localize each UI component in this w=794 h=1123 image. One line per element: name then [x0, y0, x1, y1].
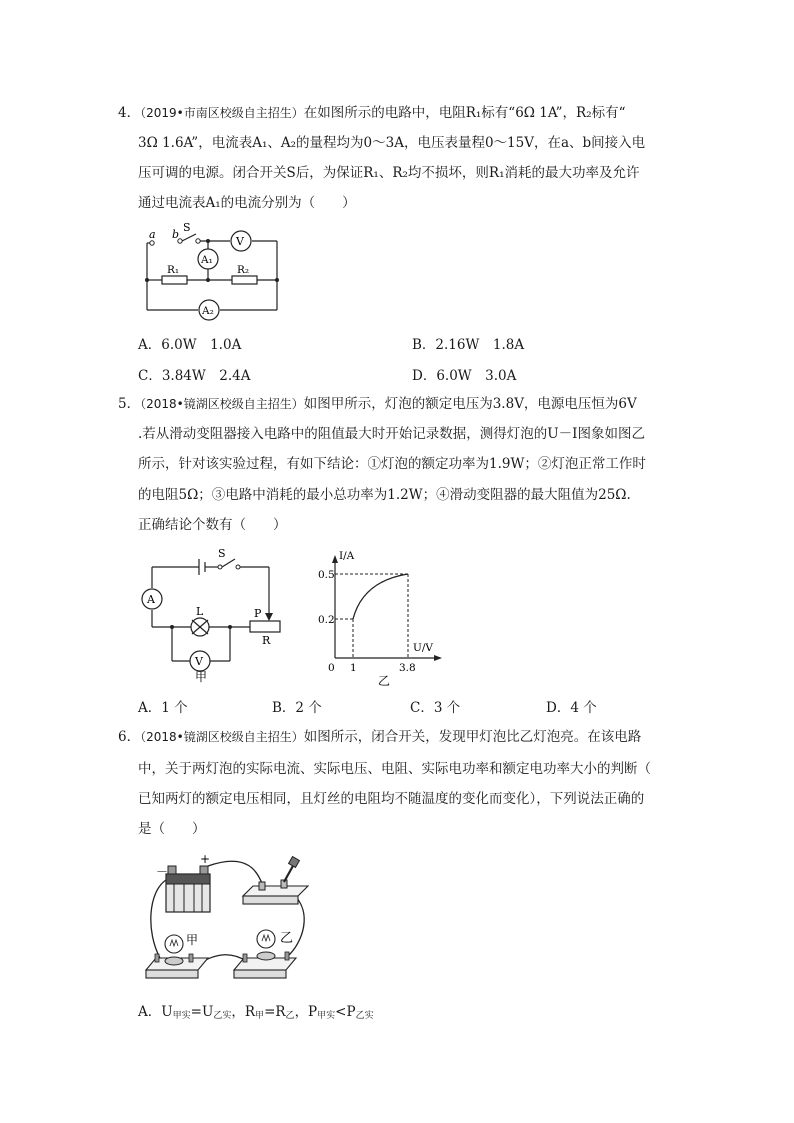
q4-line-1	[118, 104, 626, 122]
q6-a-part: ，R	[231, 1004, 256, 1020]
q5-label-a: A	[147, 593, 155, 606]
q6-stem-4: 是（ ）	[138, 821, 206, 837]
q5-label-r: R	[262, 634, 271, 647]
bulb-jia-icon	[146, 935, 208, 978]
battery-icon	[166, 866, 210, 912]
q6-a-part: A．U	[138, 1004, 173, 1020]
q4-label-b: b	[172, 228, 180, 241]
q6-minus: －	[156, 865, 169, 879]
q6-a-sub: 乙	[285, 1011, 295, 1021]
q5-line-1	[118, 395, 637, 413]
q5-circuit-jia	[138, 545, 288, 685]
q6-a-part: <P	[335, 1004, 356, 1020]
q6-plus: +	[200, 852, 211, 866]
q5-label-s: S	[218, 547, 226, 560]
q4-source: （2019•市南区校级自主招生）	[140, 106, 304, 120]
q6-label-jia: 甲	[186, 933, 199, 947]
q6-a-part: =U	[190, 1004, 214, 1020]
q4-label-r2: R₂	[237, 264, 250, 276]
q4-label-s: S	[183, 221, 191, 234]
q4-stem-2: 3Ω 1.6A”，电流表A₁、A₂的量程均为0～3A，电压表量程0～15V，在a、b间接入电	[138, 135, 646, 151]
q4-label-a2: A₂	[202, 305, 214, 317]
q5-graph-yi	[318, 545, 448, 687]
q5-ylabel: I/A	[339, 550, 355, 562]
q4-option-c[interactable]: C．3.84W 2.4A	[138, 368, 251, 384]
q5-stem-5: 正确结论个数有（ ）	[138, 517, 287, 533]
q6-a-sub: 甲实	[317, 1011, 336, 1021]
q4-label-a: a	[149, 228, 156, 241]
q6-a-part: =R	[264, 1004, 286, 1020]
q5-ytick-hi: 0.5	[318, 569, 335, 581]
q6-a-sub: 乙实	[355, 1011, 374, 1021]
knife-switch-icon	[243, 857, 308, 904]
q6-stem-1: 如图所示，闭合开关，发现甲灯泡比乙灯泡亮。在该电路	[303, 729, 642, 745]
q5-option-d[interactable]: D．4 个	[546, 700, 597, 716]
q4-option-b[interactable]: B．2.16W 1.8A	[412, 337, 525, 353]
q4-option-d[interactable]: D．6.0W 3.0A	[412, 368, 517, 384]
q6-label-yi: 乙	[280, 931, 294, 946]
q6-a-part: ，P	[294, 1004, 318, 1020]
q5-stem-4: 的电阻5Ω；③电路中消耗的最小总功率为1.2W；④滑动变阻器的最大阻值为25Ω.	[138, 487, 631, 503]
q5-option-a[interactable]: A．1 个	[138, 700, 188, 716]
q5-label-v: V	[195, 655, 203, 668]
q5-source: （2018•镜湖区校级自主招生）	[140, 397, 304, 411]
q4-stem-3: 压可调的电源。闭合开关S后，为保证R₁、R₂均不损坏，则R₁消耗的最大功率及允许	[138, 165, 640, 181]
q5-ytick-lo: 0.2	[318, 614, 335, 626]
q4-label-a1: A₁	[201, 254, 213, 266]
q5-stem-1: 如图甲所示，灯泡的额定电压为3.8V，电源电压恒为6V	[303, 396, 637, 412]
q4-stem-4: 通过电流表A₁的电流分别为（ ）	[138, 195, 356, 211]
q6-stem-3: 已知两灯的额定电压相同，且灯丝的电阻均不随温度的变化而变化），下列说法正确的	[138, 791, 645, 807]
q5-option-c[interactable]: C．3 个	[410, 700, 461, 716]
q5-stem-2: .若从滑动变阻器接入电路中的阻值最大时开始记录数据，测得灯泡的U－I图象如图乙	[138, 426, 646, 442]
q6-option-a[interactable]	[138, 1000, 374, 1021]
q5-label-p: P	[254, 607, 262, 620]
q5-caption-jia: 甲	[195, 670, 208, 684]
q6-a-sub: 甲	[255, 1011, 265, 1021]
q4-label-v: V	[236, 235, 244, 248]
q6-circuit-photo-figure	[138, 852, 318, 984]
q5-xlabel: U/V	[413, 642, 433, 654]
q5-caption-yi: 乙	[378, 674, 391, 688]
q6-a-sub: 乙实	[213, 1011, 232, 1021]
q4-label-r1: R₁	[167, 264, 180, 276]
q5-number: 5．	[118, 396, 141, 412]
q4-number: 4．	[118, 105, 141, 121]
q4-circuit-figure	[138, 222, 288, 322]
q5-label-l: L	[196, 605, 204, 618]
q4-stem-1: 在如图所示的电路中，电阻R₁标有“6Ω 1A”，R₂标有“	[303, 105, 626, 121]
q5-stem-3: 所示，针对该实验过程，有如下结论：①灯泡的额定功率为1.9W；②灯泡正常工作时	[138, 456, 646, 472]
q5-option-b[interactable]: B．2 个	[272, 700, 322, 716]
q5-iu-curve	[353, 574, 408, 619]
q6-a-sub: 甲实	[172, 1011, 191, 1021]
q4-option-a[interactable]: A．6.0W 1.0A	[138, 337, 242, 353]
q5-xtick-1: 1	[350, 662, 357, 674]
q6-line-1	[118, 728, 641, 746]
q6-source: （2018•镜湖区校级自主招生）	[140, 730, 304, 744]
q5-xtick-2: 3.8	[399, 662, 416, 674]
q6-number: 6．	[118, 729, 141, 745]
q5-origin: 0	[328, 662, 335, 674]
q6-stem-2: 中，关于两灯泡的实际电流、实际电压、电阻、实际电功率和额定电功率大小的判断（	[138, 761, 651, 777]
